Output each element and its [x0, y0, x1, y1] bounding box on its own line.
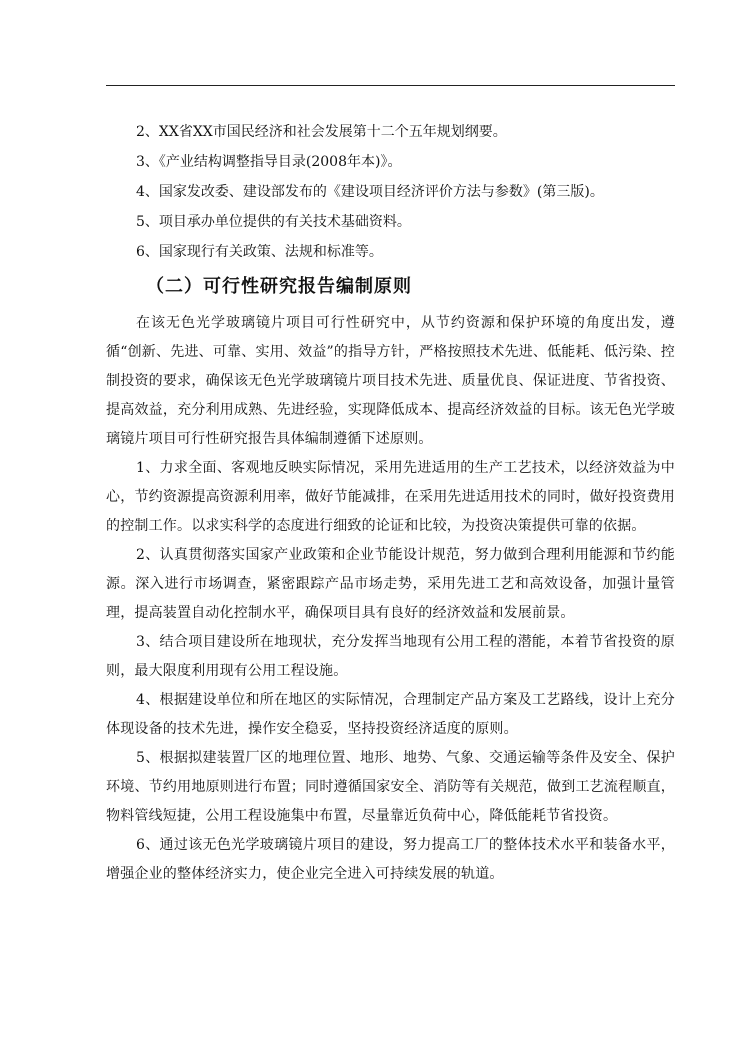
reference-item: 3、《产业结构调整指导目录(2008年本)》。 — [136, 154, 402, 170]
body-paragraph: 5、根据拟建装置厂区的地理位置、地形、地势、气象、交通运输等条件及安全、保护环境、节约用地原则进行布置；同时遵循国家安全、消防等有关规范，做到工艺流程顺直，物料管线短捷，公用工程设施集中布置，尽量靠近负荷中心，降低能耗节省投资。 — [106, 750, 675, 824]
reference-item: 2、XX省XX市国民经济和社会发展第十二个五年规划纲要。 — [136, 124, 507, 140]
body-paragraph: 3、结合项目建设所在地现状，充分发挥当地现有公用工程的潜能，本着节省投资的原则，最大限度利用现有公用工程设施。 — [106, 634, 675, 679]
body-paragraph: 6、通过该无色光学玻璃镜片项目的建设，努力提高工厂的整体技术水平和装备水平，增强企业的整体经济实力，使企业完全进入可持续发展的轨道。 — [106, 837, 675, 882]
reference-item: 4、国家发改委、建设部发布的《建设项目经济评价方法与参数》(第三版)。 — [136, 184, 604, 200]
body-paragraph: 4、根据建设单位和所在地区的实际情况，合理制定产品方案及工艺路线，设计上充分体现设备的技术先进，操作安全稳妥，坚持投资经济适度的原则。 — [106, 692, 675, 737]
reference-list — [106, 117, 675, 267]
reference-item: 6、国家现行有关政策、法规和标准等。 — [136, 244, 383, 260]
document-body — [106, 117, 675, 889]
body-paragraph: 2、认真贯彻落实国家产业政策和企业节能设计规范，努力做到合理利用能源和节约能源。深入进行市场调查，紧密跟踪产品市场走势，采用先进工艺和高效设备，加强计量管理，提高装置自动化控制水平，确保项目具有良好的经济效益和发展前景。 — [106, 547, 675, 621]
reference-item: 5、项目承办单位提供的有关技术基础资料。 — [136, 214, 411, 230]
body-paragraph: 在该无色光学玻璃镜片项目可行性研究中，从节约资源和保护环境的角度出发，遵循“创新、先进、可靠、实用、效益”的指导方针，严格按照技术先进、低能耗、低污染、控制投资的要求，确保该无色光学玻璃镜片项目技术先进、质量优良、保证进度、节省投资、提高效益，充分利用成熟、先进经验，实现降低成本、提高经济效益的目标。该无色光学玻璃镜片项目可行性研究报告具体编制遵循下述原则。 — [106, 315, 675, 447]
header-rule — [106, 85, 675, 86]
body-paragraph: 1、力求全面、客观地反映实际情况，采用先进适用的生产工艺技术，以经济效益为中心，节约资源提高资源利用率，做好节能减排，在采用先进适用技术的同时，做好投资费用的控制工作。以求实科学的态度进行细致的论证和比较，为投资决策提供可靠的依据。 — [106, 460, 675, 534]
section-heading: （二）可行性研究报告编制原则 — [146, 276, 412, 297]
